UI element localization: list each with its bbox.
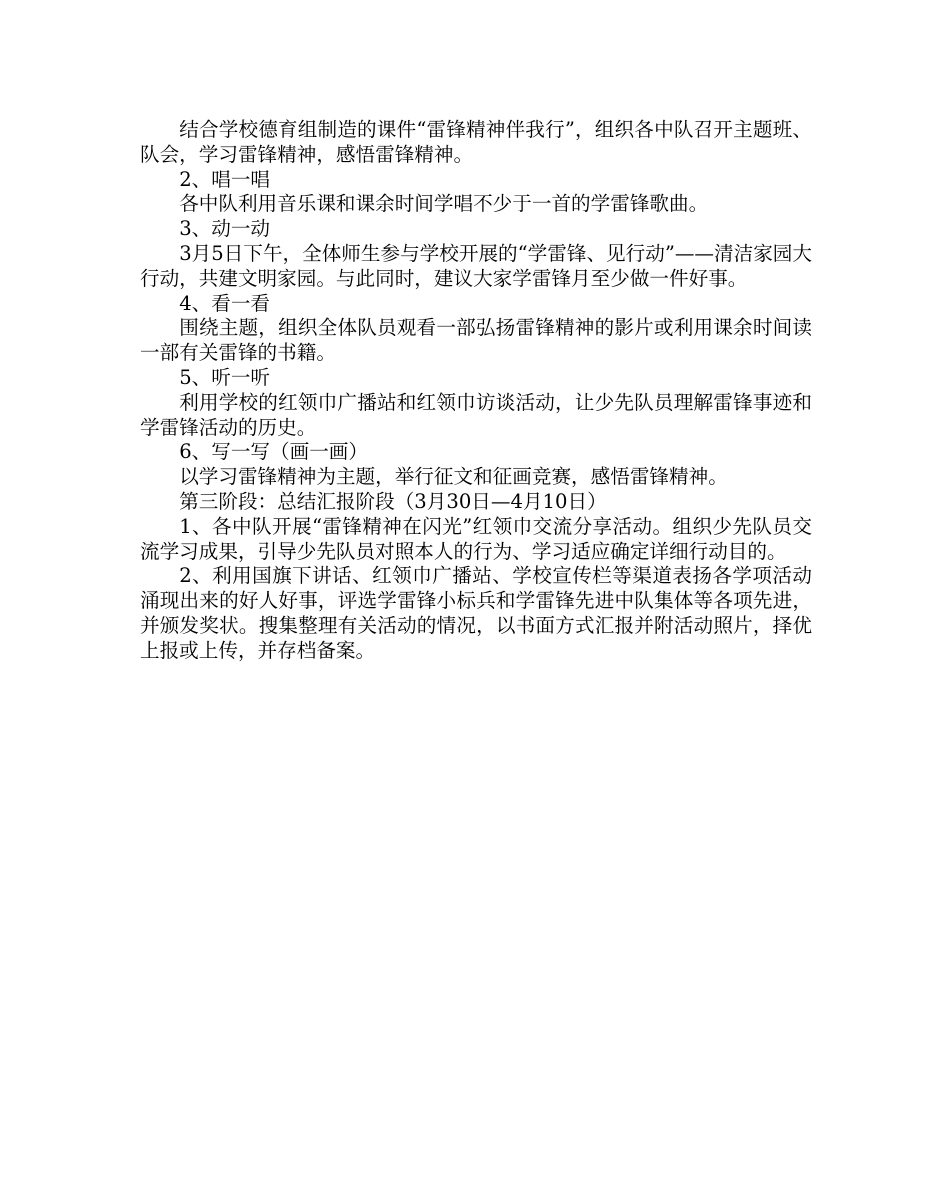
heading-act: 3、动一动	[179, 217, 271, 241]
paragraph-broadcast: 利用学校的红领巾广播站和红领巾访谈活动，让少先队员理解雷锋事迹和学雷锋活动的历史。	[140, 390, 812, 439]
heading-stage-three: 第三阶段：总结汇报阶段（3月30日—4月10日）	[179, 489, 607, 513]
paragraph-essay-contest: 以学习雷锋精神为主题，举行征文和征画竞赛，感悟雷锋精神。	[179, 465, 728, 489]
document-body	[140, 118, 812, 664]
paragraph-courseware-meeting: 结合学校德育组制造的课件“雷锋精神伴我行”，组织各中队召开主题班、队会，学习雷锋精神，感悟雷锋精神。	[140, 118, 812, 166]
paragraph-films-books: 围绕主题，组织全体队员观看一部弘扬雷锋精神的影片或利用课余时间读一部有关雷锋的书籍。	[140, 316, 812, 365]
heading-listen: 5、听一听	[179, 365, 271, 389]
heading-watch: 4、看一看	[179, 291, 271, 315]
paragraph-songs: 各中队利用音乐课和课余时间学唱不少于一首的学雷锋歌曲。	[179, 192, 709, 216]
heading-sing: 2、唱一唱	[179, 167, 271, 191]
paragraph-sharing-activity: 1、各中队开展“雷锋精神在闪光”红领巾交流分享活动。组织少先队员交流学习成果，引导少先队员对照本人的行为、学习适应确定详细行动目的。	[140, 514, 812, 563]
paragraph-clean-home: 3月5日下午，全体师生参与学校开展的“学雷锋、见行动”——清洁家园大行动，共建文明家园。与此同时，建议大家学雷锋月至少做一件好事。	[140, 241, 812, 290]
heading-write-draw: 6、写一写（画一画）	[179, 440, 368, 464]
paragraph-commendation: 2、利用国旗下讲话、红领巾广播站、学校宣传栏等渠道表扬各学项活动涌现出来的好人好事，评选学雷锋小标兵和学雷锋先进中队集体等各项先进，并颁发奖状。搜集整理有关活动的情况，以书面方式汇报并附活动照片，择优上报或上传，并存档备案。	[140, 564, 812, 662]
